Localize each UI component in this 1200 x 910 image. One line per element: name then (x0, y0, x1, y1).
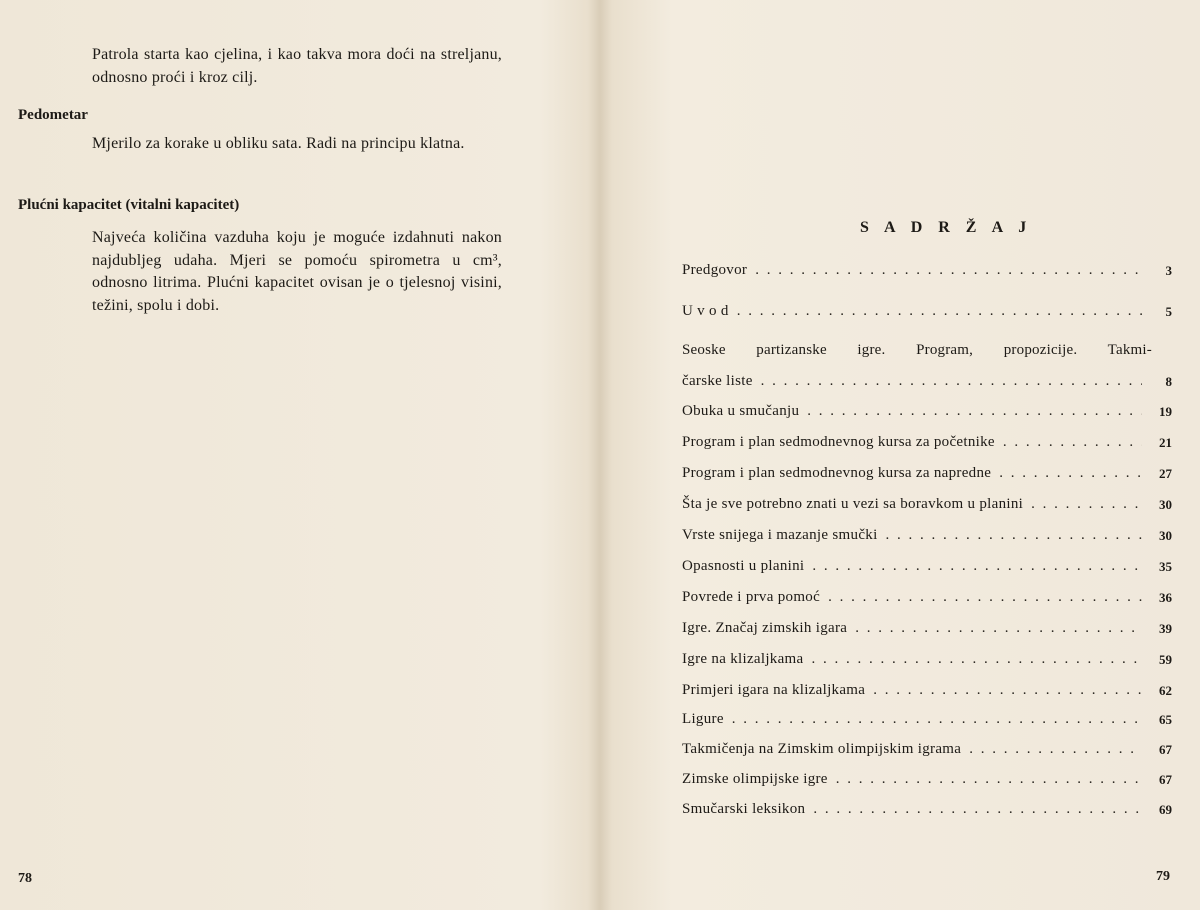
patrola-paragraph: Patrola starta kao cjelina, i kao takva mora doći na streljanu, odnosno proći i kroz cilj. (92, 46, 502, 86)
left-page (0, 0, 596, 910)
toc-entry (682, 491, 1172, 513)
toc-entry-page: 27 (1159, 466, 1172, 481)
toc-entry-label: Takmičenja na Zimskim olimpijskim igrama (682, 741, 962, 757)
toc-entry-label: čarske liste (682, 373, 753, 389)
toc-entry-page: 30 (1159, 528, 1172, 543)
plucni-kapacitet-definition: Najveća količina vazduha koju je moguće izdahnuti nakon najdubljeg udaha. Mjeri se pomoću spirometra u cm³, odnosno litrima. Plućni kapacitet ovisan je o tjelesnoj visini, težini, spolu i dobi. (92, 229, 502, 314)
toc-entry-label: Program i plan sedmodnevnog kursa za početnike (682, 434, 995, 450)
toc-entry-page: 35 (1159, 559, 1172, 574)
toc-entry-page: 67 (1159, 772, 1172, 787)
toc-dot-leader (811, 651, 1142, 668)
toc-dot-leader (969, 741, 1142, 758)
toc-entry-page: 8 (1165, 374, 1172, 389)
toc-dot-leader (836, 771, 1142, 788)
toc-entry-page: 3 (1165, 263, 1172, 278)
toc-entry (682, 584, 1172, 606)
right-page-number: 79 (1156, 869, 1170, 884)
toc-dot-leader (886, 527, 1142, 544)
toc-title: S A D R Ž A J (860, 219, 1033, 236)
toc-entry (682, 368, 1172, 390)
toc-entry-label: Povrede i prva pomoć (682, 589, 821, 605)
toc-entry-label: Opasnosti u planini (682, 558, 805, 574)
toc-entry (682, 257, 1172, 279)
toc-entry (682, 615, 1172, 637)
toc-dot-leader (732, 711, 1142, 728)
toc-dot-leader (755, 262, 1142, 279)
toc-entry-label: Predgovor (682, 262, 748, 278)
toc-entry (682, 706, 1172, 728)
toc-entry-page: 30 (1159, 497, 1172, 512)
toc-entry-page: 36 (1159, 590, 1172, 605)
toc-entry-page: 62 (1159, 683, 1172, 698)
toc-entry-label: Program i plan sedmodnevnog kursa za napredne (682, 465, 992, 481)
toc-dot-leader (813, 801, 1142, 818)
toc-dot-leader (737, 303, 1142, 320)
toc-entry-page: 5 (1165, 304, 1172, 319)
toc-entry-page: 21 (1159, 435, 1172, 450)
toc-entry-label: Igre. Značaj zimskih igara (682, 620, 848, 636)
toc-entry-label: Ligure (682, 711, 724, 727)
toc-entry-label: Obuka u smučanju (682, 403, 800, 419)
toc-dot-leader (999, 465, 1142, 482)
toc-dot-leader (807, 403, 1142, 420)
toc-dot-leader (1031, 496, 1142, 513)
toc-dot-leader (873, 682, 1142, 699)
toc-entry-label: Šta je sve potrebno znati u vezi sa boravkom u planini (682, 496, 1024, 512)
toc-entry-page: 67 (1159, 742, 1172, 757)
toc-entry-page: 69 (1159, 802, 1172, 817)
toc-entry-page: 19 (1159, 404, 1172, 419)
toc-entry-label: Zimske olimpijske igre (682, 771, 828, 787)
toc-dot-leader (761, 373, 1142, 390)
toc-entry-label: Igre na klizaljkama (682, 651, 804, 667)
toc-entry-page: 65 (1159, 712, 1172, 727)
toc-entry (682, 677, 1172, 699)
toc-entry (682, 736, 1172, 758)
toc-entry-page: 59 (1159, 652, 1172, 667)
pedometar-definition: Mjerilo za korake u obliku sata. Radi na principu klatna. (92, 135, 465, 152)
toc-entry (682, 796, 1172, 818)
toc-entry (682, 522, 1172, 544)
toc-entry (682, 460, 1172, 482)
toc-entry-label: U v o d (682, 303, 729, 319)
toc-entry (682, 646, 1172, 668)
toc-dot-leader (1003, 434, 1142, 451)
toc-entry (682, 398, 1172, 420)
toc-entry (682, 553, 1172, 575)
plucni-kapacitet-heading: Plućni kapacitet (vitalni kapacitet) (18, 197, 240, 213)
toc-entry-label: Vrste snijega i mazanje smučki (682, 527, 878, 543)
toc-dot-leader (828, 589, 1142, 606)
pedometar-heading: Pedometar (18, 107, 88, 123)
toc-entry-label-line1: Seoske partizanske igre. Program, propozicije. Takmi- (682, 342, 1152, 358)
toc-entry (682, 766, 1172, 788)
toc-dot-leader (812, 558, 1142, 575)
toc-dot-leader (855, 620, 1142, 637)
left-page-number: 78 (18, 871, 32, 886)
toc-entry-label: Smučarski leksikon (682, 801, 806, 817)
toc-entry-page: 39 (1159, 621, 1172, 636)
toc-entry-label: Primjeri igara na klizaljkama (682, 682, 866, 698)
toc-entry (682, 429, 1172, 451)
toc-entry (682, 298, 1172, 320)
